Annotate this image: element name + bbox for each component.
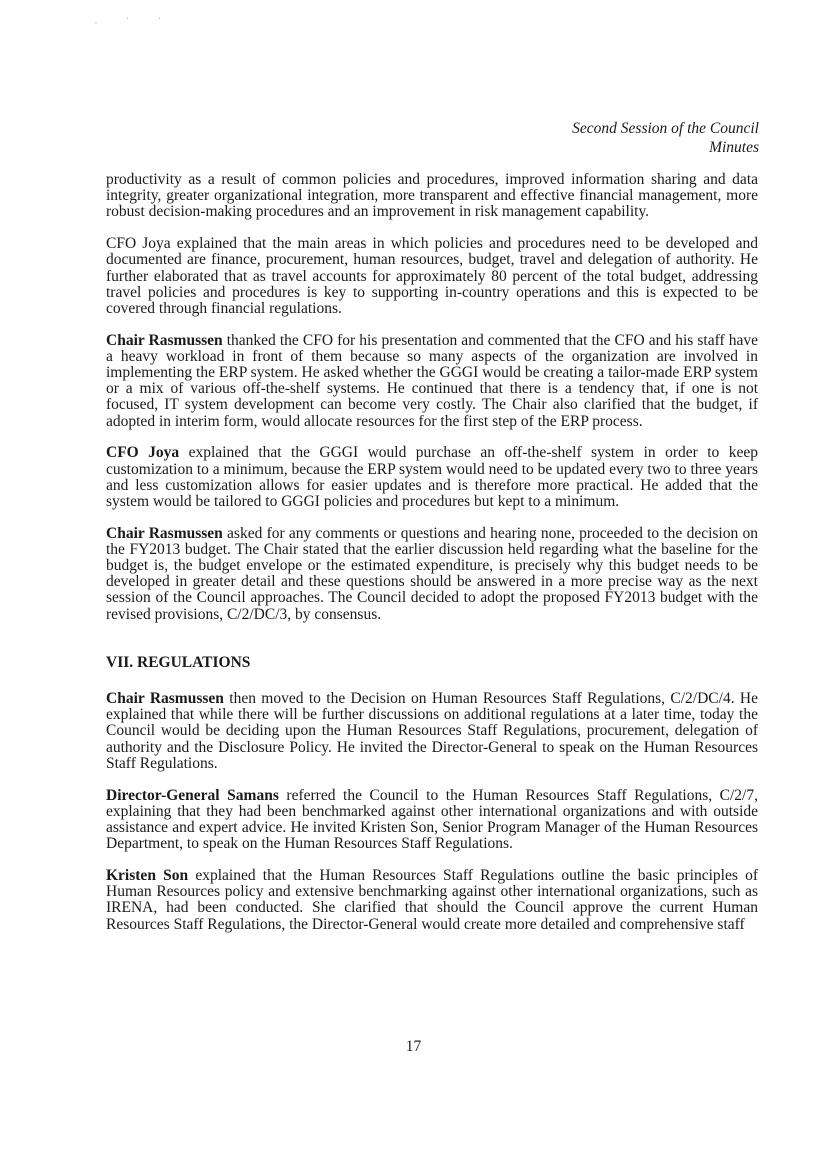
paragraph-chair-rasmussen-thanks [106, 333, 758, 430]
paragraph-text: explained that the GGGI would purchase an off-the-shelf system in order to keep customization to a minimum, because the ERP system would need to be updated every two to three years and less customization allows for easier updates and is therefore more practical. He added that the system would be tailored to GGGI policies and procedures but kept to a minimum. [106, 444, 758, 510]
paragraph-cfo-joya-erp [106, 445, 758, 510]
page-number: 17 [405, 1038, 422, 1055]
paragraph-chair-rasmussen-budget [106, 526, 758, 623]
speaker-name: CFO Joya [106, 444, 180, 462]
speaker-name: Chair Rasmussen [106, 690, 224, 708]
section-heading-regulations: VII. REGULATIONS [106, 653, 251, 671]
paragraph-text: referred the Council to the Human Resources Staff Regulations, C/2/7, explaining that they had been benchmarked against other international organizations and with outside assistance and expert advice. He invited Kristen Son, Senior Program Manager of the Human Resources Department, to speak on the Human Resources Staff Regulations. [106, 786, 758, 853]
running-header [572, 119, 759, 157]
paragraph-productivity [106, 172, 758, 221]
speaker-name: Kristen Son [106, 866, 189, 884]
scan-marks: , ' ' [95, 16, 174, 25]
body-text [106, 172, 758, 948]
speaker-name: Chair Rasmussen [106, 524, 223, 542]
paragraph-cfo-joya-areas [106, 236, 758, 317]
paragraph-director-general-samans [106, 788, 758, 853]
paragraph-kristen-son [106, 868, 758, 933]
paragraph-chair-rasmussen-hr [106, 691, 758, 772]
speaker-name: Chair Rasmussen [106, 331, 223, 349]
header-session-title: Second Session of the Council [572, 120, 759, 137]
paragraph-text: explained that the Human Resources Staff Regulations outline the basic principles of Human Resources policy and extensive benchmarking against other international organizations, such as IRENA, had been conducted. She clarified that should the Council approve the current Human Resources Staff Regulations, the Director-General would create more detailed and comprehensive staff [106, 866, 758, 933]
paragraph-text: productivity as a result of common policies and procedures, improved information sharing and data integrity, greater organizational integration, more transparent and effective financial management, more robust decision-making procedures and an improvement in risk management capability. [106, 171, 758, 221]
paragraph-text: thanked the CFO for his presentation and commented that the CFO and his staff have a heavy workload in front of them because so many aspects of the organization are involved in implementing the ERP system. He asked whether the GGGI would be creating a tailor-made ERP system or a mix of various off-the-shelf systems. He continued that there is a tendency that, if one is not focused, IT system development can become very costly. The Chair also clarified that the budget, if adopted in interim form, would allocate resources for the first step of the ERP process. [106, 331, 759, 430]
paragraph-text: then moved to the Decision on Human Resources Staff Regulations, C/2/DC/4. He explained that while there will be further discussions on additional regulations at a later time, today the Council would be deciding upon the Human Resources Staff Regulations, procurement, delegation of authority and the Disclosure Policy. He invited the Director-General to speak on the Human Resources Staff Regulations. [106, 690, 758, 772]
speaker-name: Director-General Samans [106, 786, 279, 804]
paragraph-text: CFO Joya explained that the main areas in which policies and procedures need to be developed and documented are finance, procurement, human resources, budget, travel and delegation of authority. He further elaborated that as travel accounts for approximately 80 percent of the total budget, addressing travel policies and procedures is key to supporting in-country operations and this is expected to be covered through financial regulations. [106, 235, 758, 317]
header-minutes-label: Minutes [709, 139, 759, 156]
paragraph-text: asked for any comments or questions and hearing none, proceeded to the decision on the FY2013 budget. The Chair stated that the earlier discussion held regarding what the baseline for the budget is, the budget envelope or the estimated expenditure, is precisely why this budget needs to be developed in greater detail and these questions should be answered in a more precise way as the next session of the Council approaches. The Council decided to adopt the proposed FY2013 budget with the revised provisions, C/2/DC/3, by consensus. [106, 524, 758, 623]
